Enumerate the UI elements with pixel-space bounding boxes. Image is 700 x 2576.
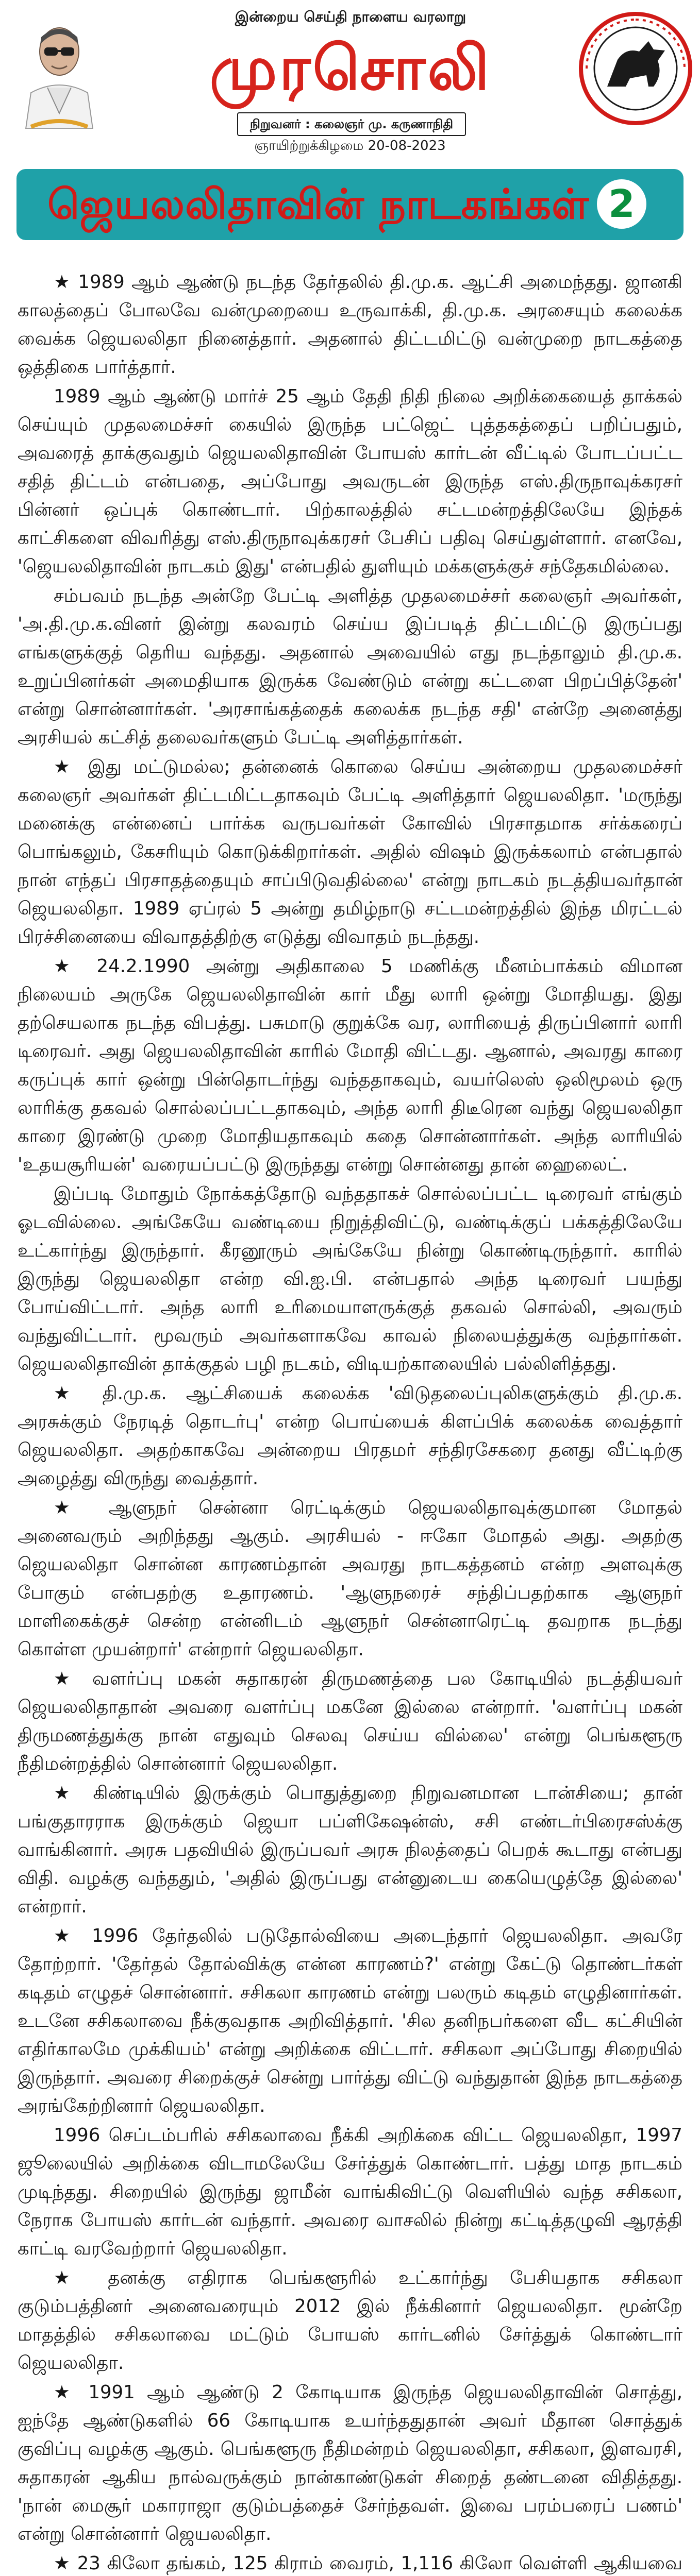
headline-banner [16, 169, 684, 240]
article-paragraph: ★ ஆளுநர் சென்னா ரெட்டிக்கும் ஜெயலலிதாவுக்குமான மோதல் அனைவரும் அறிந்தது ஆகும். அரசியல் - ஈகோ மோதல் அது. அதற்கு ஜெயலலிதா சொன்ன காரணம்தான் அவரது நாடகத்தனம் என்ற அளவுக்கு போகும் என்பதற்கு உதாரணம். 'ஆளுநரைச் சந்திப்பதற்காக ஆளுநர் மாளிகைக்குச் சென்ற என்னிடம் ஆளுநர் சென்னாரெட்டி தவறாக நடந்து கொள்ள முயன்றார்' என்றார் ஜெயலலிதா. [18, 1497, 682, 1660]
article-paragraph: ★ கிண்டியில் இருக்கும் பொதுத்துறை நிறுவனமான டான்சியை; தான் பங்குதாரராக இருக்கும் ஜெயா பப்ளிகேஷன்ஸ், சசி எண்டர்பிரைசஸ்க்கு வாங்கினார். அரசு பதவியில் இருப்பவர் அரசு நிலத்தைப் பெறக் கூடாது என்பது விதி. வழக்கு வந்ததும், 'அதில் இருப்பது என்னுடைய கையெழுத்தே இல்லை' என்றார். [18, 1783, 682, 1917]
article-paragraph: சம்பவம் நடந்த அன்றே பேட்டி அளித்த முதலமைச்சர் கலைஞர் அவர்கள், 'அ.தி.மு.க.வினர் இன்று கலவரம் செய்ய இப்படித் திட்டமிட்டு இருப்பது எங்களுக்குத் தெரிய வந்தது. அதனால் அவையில் எது நடந்தாலும் தி.மு.க. உறுப்பினர்கள் அமைதியாக இருக்க வேண்டும் என்று கட்டளை பிறப்பித்தேன்' என்று சொன்னார்கள். 'அரசாங்கத்தைக் கலைக்க நடந்த சதி' என்றே அனைத்து அரசியல் கட்சித் தலைவர்களும் பேட்டி அளித்தார்கள். [18, 585, 682, 748]
article-paragraph: ★ 1991 ஆம் ஆண்டு 2 கோடியாக இருந்த ஜெயலலிதாவின் சொத்து, ஐந்தே ஆண்டுகளில் 66 கோடியாக உயர்ந்ததுதான் அவர் மீதான சொத்துக் குவிப்பு வழக்கு ஆகும். பெங்களூரு நீதிமன்றம் ஜெயலலிதா, சசிகலா, இளவரசி, சுதாகரன் ஆகிய நால்வருக்கும் நான்காண்டுகள் சிறைத் தண்டனை விதித்தது. 'நான் மைசூர் மகாராஜா குடும்பத்தைச் சேர்ந்தவள். இவை பரம்பரைப் பணம்' என்று சொன்னார் ஜெயலலிதா. [18, 2382, 682, 2545]
article-paragraph: 1989 ஆம் ஆண்டு மார்ச் 25 ஆம் தேதி நிதி நிலை அறிக்கையைத் தாக்கல் செய்யும் முதலமைச்சர் கையில் இருந்த பட்ஜெட் புத்தகத்தைப் பறிப்பதும், அவரைத் தாக்குவதும் ஜெயலலிதாவின் போயஸ் கார்டன் வீட்டில் போடப்பட்ட சதித் திட்டம் என்பதை, அப்போது அவருடன் இருந்த எஸ்.திருநாவுக்கரசர் பின்னர் ஒப்புக் கொண்டார். பிற்காலத்தில் சட்டமன்றத்திலேயே இந்தக் காட்சிகளை விவரித்து எஸ்.திருநாவுக்கரசர் பேசிப் பதிவு செய்துள்ளார். எனவே, 'ஜெயலலிதாவின் நாடகம் இது' என்பதில் துளியும் மக்களுக்குச் சந்தேகமில்லை. [18, 386, 682, 577]
masthead-slogan: இன்றைய செய்தி நாளைய வரலாறு [235, 8, 466, 25]
issue-date: ஞாயிற்றுக்கிழமை 20-08-2023 [254, 138, 446, 154]
article-paragraph: ★ இது மட்டுமல்ல; தன்னைக் கொலை செய்ய அன்றைய முதலமைச்சர் கலைஞர் அவர்கள் திட்டமிட்டதாகவும் பேட்டி அளித்தார் ஜெயலலிதா. 'மருந்து மனைக்கு என்னைப் பார்க்க வருபவர்கள் கோவில் பிரசாதமாக சர்க்கரைப் பொங்கலும், கேசரியும் கொடுக்கிறார்கள். அதில் விஷம் இருக்கலாம் என்பதால் நான் எந்தப் பிரசாதத்தையும் சாப்பிடுவதில்லை' என்று நாடகம் நடத்தியவர்தான் ஜெயலலிதா. 1989 ஏப்ரல் 5 அன்று தமிழ்நாடு சட்டமன்றத்தில் இந்த மிரட்டல் பிரச்சினையை விவாதத்திற்கு எடுத்து விவாதம் நடந்தது. [18, 756, 682, 947]
article-paragraph: ★ வளர்ப்பு மகன் சுதாகரன் திருமணத்தை பல கோடியில் நடத்தியவர் ஜெயலலிதாதான் அவரை வளர்ப்பு மகனே இல்லை என்றார். 'வளர்ப்பு மகன் திருமணத்துக்கு நான் எதுவும் செலவு செய்ய வில்லை' என்று பெங்களூரு நீதிமன்றத்தில் சொன்னார் ஜெயலலிதா. [18, 1668, 682, 1774]
article-paragraph: ★ தி.மு.க. ஆட்சியைக் கலைக்க 'விடுதலைப்புலிகளுக்கும் தி.மு.க. அரசுக்கும் நேரடித் தொடர்பு' என்ற பொய்யைக் கிளப்பிக் கலைக்க வைத்தார் ஜெயலலிதா. அதற்காகவே அன்றைய பிரதமர் சந்திரசேகரை தனது வீட்டிற்கு அழைத்து விருந்து வைத்தார். [18, 1383, 682, 1489]
founder-line: நிறுவனர் : கலைஞர் மு. கருணாநிதி [237, 112, 466, 136]
masthead [0, 0, 700, 155]
article-paragraph: ★ 1996 தேர்தலில் படுதோல்வியை அடைந்தார் ஜெயலலிதா. அவரே தோற்றார். 'தேர்தல் தோல்விக்கு என்ன காரணம்?' என்று கேட்டு தொண்டர்கள் கடிதம் எழுதச் சொன்னார். சசிகலா காரணம் என்று பலரும் கடிதம் எழுதினார்கள். உடனே சசிகலாவை நீக்குவதாக அறிவித்தார். 'சில தனிநபர்களை வீட கட்சியின் எதிர்காலமே முக்கியம்' என்று அறிக்கை விட்டார். சசிகலா அப்போது சிறையில் இருந்தார். அவரை சிறைக்குச் சென்று பார்த்து விட்டு வந்துதான் இந்த நாடகத்தை அரங்கேற்றினார் ஜெயலலிதா. [18, 1925, 682, 2116]
article-paragraph: ★ தனக்கு எதிராக பெங்களூரில் உட்கார்ந்து பேசியதாக சசிகலா குடும்பத்தினர் அனைவரையும் 2012 இல் நீக்கினார் ஜெயலலிதா. மூன்றே மாதத்தில் சசிகலாவை மட்டும் போயஸ் கார்டனில் சேர்த்துக் கொண்டார் ஜெயலலிதா. [18, 2267, 682, 2374]
article-paragraph: இப்படி மோதும் நோக்கத்தோடு வந்ததாகச் சொல்லப்பட்ட டிரைவர் எங்கும் ஓடவில்லை. அங்கேயே வண்டியை நிறுத்திவிட்டு, வண்டிக்குப் பக்கத்திலேயே உட்கார்ந்து இருந்தார். கீரனூரும் அங்கேயே நின்று கொண்டிருந்தார். காரில் இருந்து ஜெயலலிதா என்ற வி.ஐ.பி. என்பதால் அந்த டிரைவர் பயந்து போய்விட்டார். அந்த லாரி உரிமையாளருக்குத் தகவல் சொல்லி, அவரும் வந்துவிட்டார். மூவரும் அவர்களாகவே காவல் நிலையத்துக்கு வந்தார்கள். ஜெயலலிதாவின் தாக்குதல் பழி நடகம், விடியற்காலையில் பல்லிளித்தது. [18, 1183, 682, 1375]
emblem-seal-icon [576, 9, 695, 128]
leader-portrait-icon [15, 10, 103, 129]
article-paragraph: ★ 1989 ஆம் ஆண்டு நடந்த தேர்தலில் தி.மு.க. ஆட்சி அமைந்தது. ஜானகி காலத்தைப் போலவே வன்முறையை உருவாக்கி, தி.மு.க. அரசையும் கலைக்க வைக்க ஜெயலலிதா நினைத்தார். அதனால் திட்டமிட்டு வன்முறை நாடகத்தை ஒத்திகை பார்த்தார். [18, 272, 682, 378]
series-part-badge: 2 [597, 179, 646, 229]
article-paragraph: 1996 செப்டம்பரில் சசிகலாவை நீக்கி அறிக்கை விட்ட ஜெயலலிதா, 1997 ஜூலையில் அறிக்கை விடாமலேயே சேர்த்துக் கொண்டார். பத்து மாத நாடகம் முடிந்தது. சிறையில் இருந்து ஜாமீன் வாங்கிவிட்டு வெளியில் வந்த சசிகலா, நேராக போயஸ் கார்டன் வந்தார். அவரை வாசலில் நின்று கட்டித்தழுவி ஆரத்தி காட்டி வரவேற்றார் ஜெயலலிதா. [18, 2125, 682, 2259]
article-paragraph: ★ 23 கிலோ தங்கம், 125 கிராம் வைரம், 1,116 கிலோ வெள்ளி ஆகியவை [54, 2553, 682, 2574]
newspaper-logo: முரசொலி [209, 32, 492, 104]
article-paragraph: ★ 24.2.1990 அன்று அதிகாலை 5 மணிக்கு மீனம்பாக்கம் விமான நிலையம் அருகே ஜெயலலிதாவின் கார் மீது லாரி ஒன்று மோதியது. இது தற்செயலாக நடந்த விபத்து. பசுமாடு குறுக்கே வர, லாரியைத் திருப்பினார் லாரி டிரைவர். அது ஜெயலலிதாவின் காரில் மோதி விட்டது. ஆனால், அவரது காரை கருப்புக் கார் ஒன்று பின்தொடர்ந்து வந்ததாகவும், வயர்லெஸ் ஒலிமூலம் ஒரு லாரிக்கு தகவல் சொல்லப்பட்டதாகவும், அந்த லாரி திடீரென வந்து ஜெயலலிதா காரை இரண்டு முறை மோதியதாகவும் கதை சொன்னார்கள். அந்த லாரியில் 'உதயசூரியன்' வரையப்பட்டு இருந்தது என்று சொன்னது தான் ஹைலைட். [18, 956, 682, 1175]
headline-title: ஜெயலலிதாவின் நாடகங்கள் [47, 180, 590, 228]
article-body [18, 268, 682, 2576]
